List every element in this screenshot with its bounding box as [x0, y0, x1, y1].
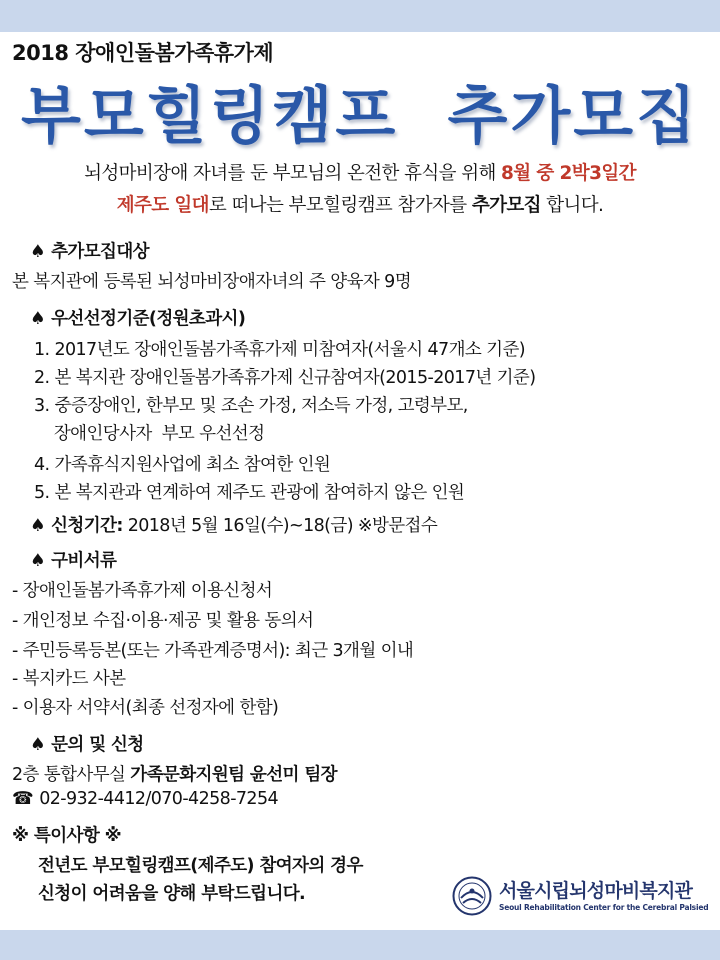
priority-item: 2. 본 복지관 장애인돌봄가족휴가제 신규참여자(2015-2017년 기준)	[34, 368, 536, 388]
contact-place	[12, 761, 337, 786]
bottom-band	[0, 930, 720, 960]
top-band	[0, 0, 720, 32]
section-heading-text: 구비서류	[51, 551, 117, 571]
spade-icon: ♠	[30, 735, 46, 755]
priority-item: 3. 중증장애인, 한부모 및 조손 가정, 저소득 가정, 고령부모,	[34, 396, 468, 416]
section-priority-heading	[30, 305, 245, 330]
document-item: - 개인정보 수집·이용·제공 및 활용 동의서	[12, 611, 314, 631]
notes-line: 신청이 어려움을 양해 부탁드립니다.	[38, 884, 306, 904]
period-text: 2018년 5월 16일(수)~18(금) ※방문접수	[127, 516, 438, 536]
contact-phone	[12, 789, 278, 809]
phone-icon: ☎	[12, 789, 34, 809]
spade-icon: ♠	[30, 516, 46, 536]
section-heading-text: 신청기간:	[51, 516, 123, 536]
intro-highlight-date: 8월 중 2박3일간	[501, 163, 636, 184]
spade-icon: ♠	[30, 309, 46, 329]
center-name: 서울시립뇌성마비복지관	[499, 880, 693, 902]
section-documents-heading	[30, 547, 116, 572]
poster-title: 부모힐링캠프 추가모집	[20, 79, 700, 152]
center-emblem-icon	[452, 876, 492, 916]
intro-line-2	[0, 190, 720, 222]
document-item: - 이용자 서약서(최종 선정자에 한함)	[12, 698, 279, 718]
section-period	[30, 512, 437, 537]
intro-highlight-recruit: 추가모집	[471, 195, 541, 216]
priority-item: 장애인당사자 부모 우선선정	[34, 424, 265, 444]
intro-text-part: 로 떠나는 부모힐링캠프 참가자를	[208, 195, 472, 216]
document-item: - 주민등록등본(또는 가족관계증명서): 최근 3개월 이내	[12, 641, 414, 661]
center-logo	[452, 873, 714, 917]
intro-text	[0, 158, 720, 222]
section-contact-heading	[30, 731, 144, 756]
priority-item: 4. 가족휴식지원사업에 최소 참여한 인원	[34, 455, 331, 475]
notes-heading: ※ 특이사항 ※	[12, 826, 122, 846]
contact-person: 가족문화지원팀 윤선미 팀장	[130, 765, 337, 785]
section-heading-text: 추가모집대상	[51, 242, 149, 262]
center-english-name: Seoul Rehabilitation Center for the Cerebral Palsied	[499, 903, 709, 912]
document-item: - 복지카드 사본	[12, 669, 126, 689]
spade-icon: ♠	[30, 551, 46, 571]
intro-line-1	[0, 158, 720, 190]
intro-text-part: 뇌성마비장애 자녀를 둔 부모님의 온전한 휴식을 위해	[84, 163, 502, 184]
priority-item: 5. 본 복지관과 연계하여 제주도 관광에 참여하지 않은 인원	[34, 483, 465, 503]
section-target-text: 본 복지관에 등록된 뇌성마비장애자녀의 주 양육자 9명	[12, 272, 412, 292]
intro-text-part: 합니다.	[540, 195, 604, 216]
spade-icon: ♠	[30, 242, 46, 262]
phone-number: 02-932-4412/070-4258-7254	[39, 789, 279, 809]
document-item: - 장애인돌봄가족휴가제 이용신청서	[12, 581, 273, 601]
intro-highlight-place: 제주도 일대	[116, 195, 209, 216]
priority-item: 1. 2017년도 장애인돌봄가족휴가제 미참여자(서울시 47개소 기준)	[34, 340, 525, 360]
notes-line: 전년도 부모힐링캠프(제주도) 참여자의 경우	[38, 856, 363, 876]
contact-place-prefix: 2층 통합사무실	[12, 765, 131, 785]
poster-subtitle: 2018 장애인돌봄가족휴가제	[12, 41, 274, 65]
section-heading-text: 문의 및 신청	[51, 735, 144, 755]
section-target-heading	[30, 238, 149, 263]
section-heading-text: 우선선정기준(정원초과시)	[51, 309, 246, 329]
